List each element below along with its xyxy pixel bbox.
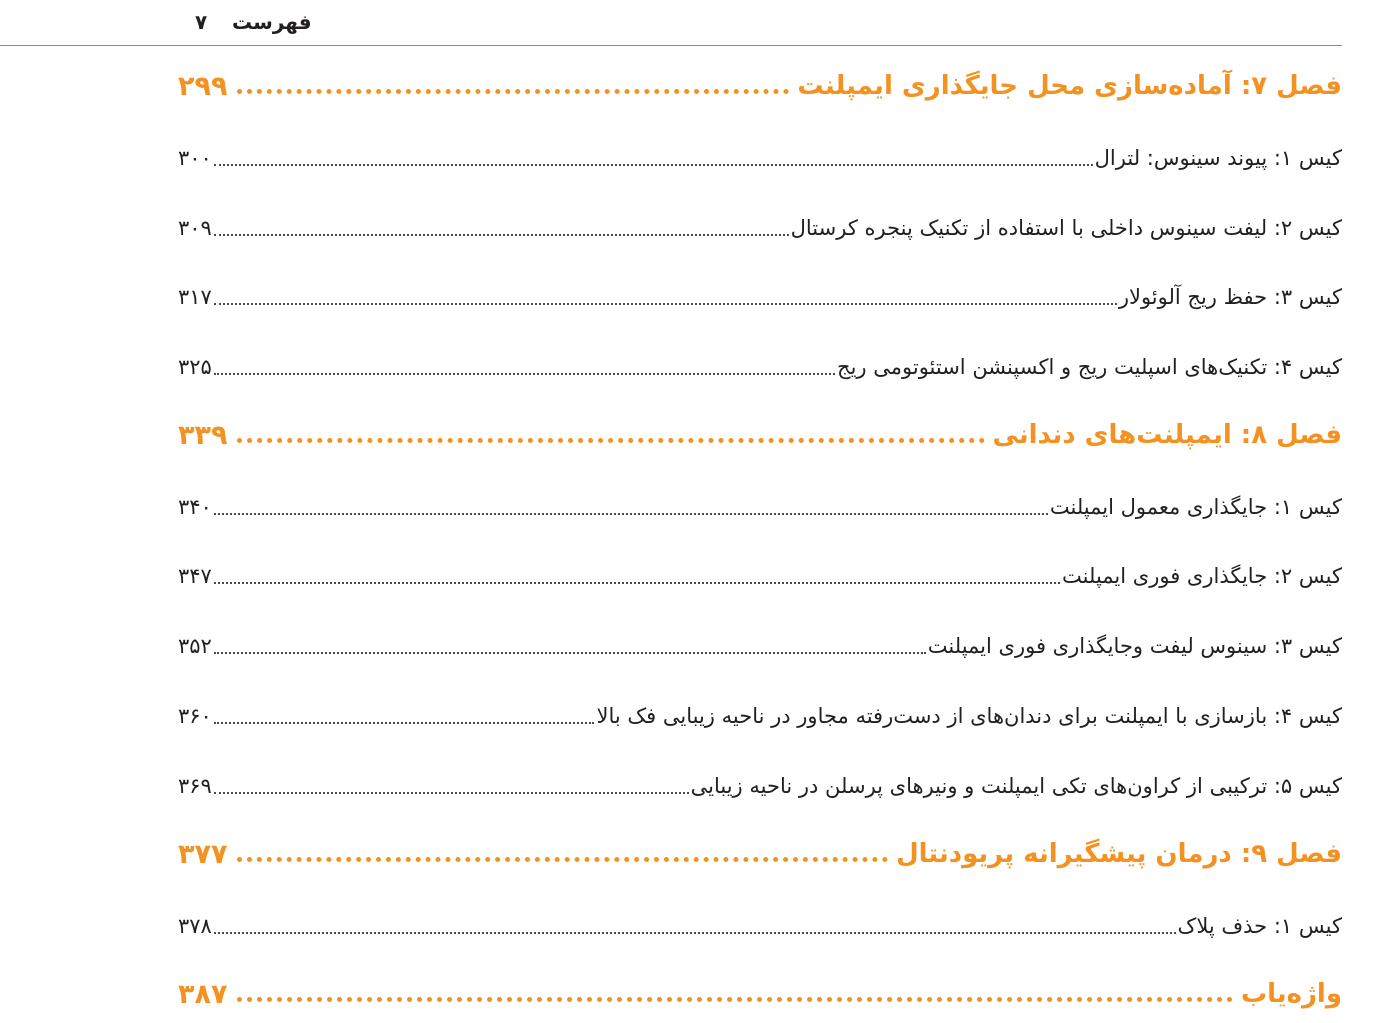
toc-chapter-8[interactable]	[178, 415, 1342, 455]
dot-leader	[214, 582, 1060, 584]
toc-entry[interactable]	[178, 766, 1342, 806]
toc-entry[interactable]	[178, 208, 1342, 248]
dot-leader	[214, 932, 1176, 934]
toc-entry[interactable]	[178, 556, 1342, 596]
dot-leader	[237, 438, 984, 443]
dot-leader	[214, 513, 1048, 515]
entry-page-number: ۳۰۰	[178, 146, 212, 170]
toc-entry[interactable]	[178, 906, 1342, 946]
chapter-page-number: ۲۹۹	[178, 70, 228, 102]
entry-title: کیس ۵: ترکیبی از کراون‌های تکی ایمپلنت و ونیرهای پرسلن در ناحیه زیبایی	[690, 774, 1342, 798]
dot-leader	[214, 373, 835, 375]
entry-title: کیس ۴: تکنیک‌های اسپلیت ریج و اکسپنشن استئوتومی ریج	[837, 355, 1342, 379]
chapter-page-number: ۳۷۷	[178, 838, 228, 870]
entry-title: کیس ۱: جایگذاری معمول ایمپلنت	[1049, 495, 1342, 519]
entry-page-number: ۳۴۷	[178, 564, 212, 588]
entry-title: کیس ۴: بازسازی با ایمپلنت برای دندان‌های از دست‌رفته مجاور در ناحیه زیبایی فک بالا	[596, 704, 1342, 728]
toc-chapter-9[interactable]	[178, 834, 1342, 874]
entry-page-number: ۳۷۸	[178, 914, 212, 938]
index-title: واژه‌یاب	[1240, 979, 1342, 1009]
entry-title: کیس ۳: حفظ ریج آلوئولار	[1118, 285, 1342, 309]
toc-entry[interactable]	[178, 487, 1342, 527]
toc-entry[interactable]	[178, 626, 1342, 666]
chapter-page-number: ۳۳۹	[178, 419, 228, 451]
chapter-title: فصل ۷: آماده‌سازی محل جایگذاری ایمپلنت	[797, 71, 1342, 101]
toc-entry[interactable]	[178, 277, 1342, 317]
dot-leader	[237, 89, 789, 94]
dot-leader	[214, 722, 595, 724]
entry-title: کیس ۱: پیوند سینوس: لترال	[1094, 146, 1342, 170]
dot-leader	[214, 234, 789, 236]
toc-index[interactable]	[178, 974, 1342, 1014]
dot-leader	[237, 857, 888, 862]
dot-leader	[214, 303, 1117, 305]
toc-chapter-7[interactable]	[178, 66, 1342, 106]
entry-title: کیس ۲: لیفت سینوس داخلی با استفاده از تکنیک پنجره کرستال	[790, 216, 1342, 240]
entry-page-number: ۳۴۰	[178, 495, 212, 519]
chapter-title: فصل ۹: درمان پیشگیرانه پریودنتال	[896, 839, 1342, 869]
entry-title: کیس ۲: جایگذاری فوری ایمپلنت	[1062, 564, 1342, 588]
index-page-number: ۳۸۷	[178, 978, 228, 1010]
entry-page-number: ۳۵۲	[178, 634, 212, 658]
dot-leader	[214, 164, 1093, 166]
entry-page-number: ۳۱۷	[178, 285, 212, 309]
header-title: فهرست	[232, 10, 312, 34]
dot-leader	[214, 652, 926, 654]
entry-page-number: ۳۰۹	[178, 216, 212, 240]
entry-title: کیس ۱: حذف پلاک	[1177, 914, 1342, 938]
chapter-title: فصل ۸: ایمپلنت‌های دندانی	[992, 420, 1342, 450]
toc-entry[interactable]	[178, 138, 1342, 178]
toc-entry[interactable]	[178, 347, 1342, 387]
dot-leader	[214, 792, 689, 794]
header-page-number: ۷	[195, 10, 208, 34]
entry-title: کیس ۳: سینوس لیفت وجایگذاری فوری ایمپلنت	[927, 634, 1342, 658]
entry-page-number: ۳۶۹	[178, 774, 212, 798]
entry-page-number: ۳۶۰	[178, 704, 212, 728]
toc-entry[interactable]	[178, 696, 1342, 736]
entry-page-number: ۳۲۵	[178, 355, 212, 379]
dot-leader	[237, 997, 1233, 1002]
